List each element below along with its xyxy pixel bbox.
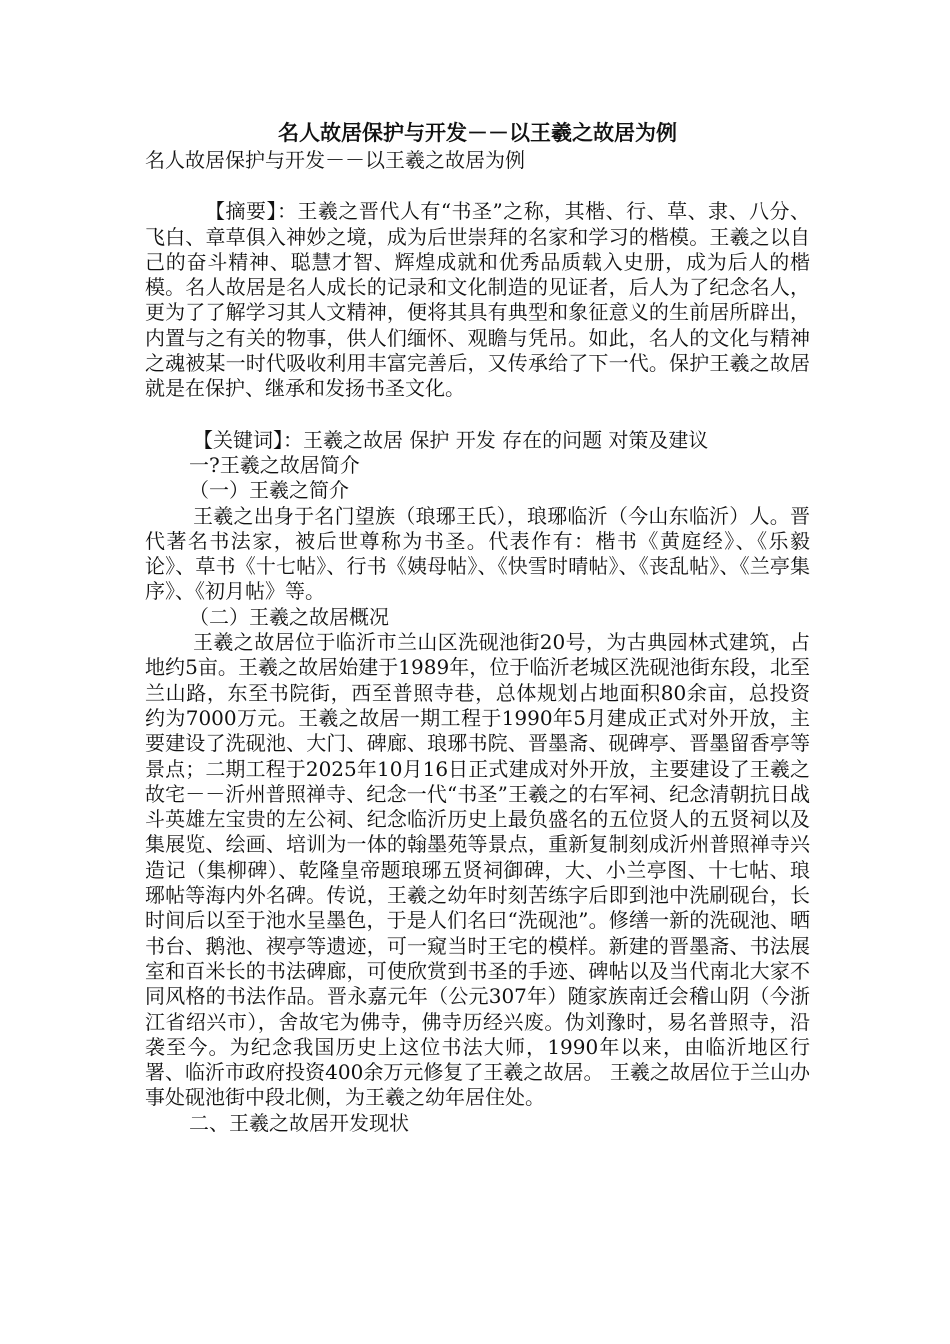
- body-paragraph-2: 王羲之故居位于临沂市兰山区洗砚池街20号，为古典园林式建筑，占地约5亩。王羲之故居始建于1989年，位于临沂老城区洗砚池街东段，北至兰山路，东至书院街，西至普照寺巷，总体规划占地面积80余亩，总投资约为7000万元。王羲之故居一期工程于1990年5月建成正式对外开放，主要建设了洗砚池、大门、碑廊、琅琊书院、晋墨斋、砚碑亭、晋墨留香亭等景点；二期工程于2025年10月16日正式建成对外开放，主要建设了王羲之故宅－－沂州普照禅寺、纪念一代“书圣”王羲之的右军祠、纪念清朝抗日战斗英雄左宝贵的左公祠、纪念临沂历史上最负盛名的五位贤人的五贤祠以及集展览、绘画、培训为一体的翰墨苑等景点，重新复制刻成沂州普照禅寺兴造记（集柳碑）、乾隆皇帝题琅琊五贤祠御碑，大、小兰亭图、十七帖、琅琊帖等海内外名碑。传说，王羲之幼年时刻苦练字后即到池中洗刷砚台，长时间后以至于池水呈墨色，于是人们名曰“洗砚池”。修缮一新的洗砚池、晒书台、鹅池、禊亭等遗迹，可一窥当时王宅的模样。新建的晋墨斋、书法展室和百米长的书法碑廊，可使欣赏到书圣的手迹、碑帖以及当代南北大家不同风格的书法作品。晋永嘉元年（公元307年）随家族南迁会稽山阴（今浙江省绍兴市），舍故宅为佛寺，佛寺历经兴废。伪刘豫时，易名普照寺，沿袭至今。为纪念我国历史上这位书法大师，1990年以来，由临沂地区行署、临沂市政府投资400余万元修复了王羲之故居。 王羲之故居位于兰山办事处砚池街中段北侧，为王羲之幼年居住处。: [145, 630, 810, 1110]
- section-heading-2: 二、王羲之故居开发现状: [189, 1110, 409, 1135]
- subsection-heading-1: （一）王羲之简介: [189, 478, 349, 503]
- body-paragraph-1: 王羲之出身于名门望族（琅琊王氏），琅琊临沂（今山东临沂）人。晋代著名书法家，被后世尊称为书圣。代表作有：楷书《黄庭经》、《乐毅论》、草书《十七帖》、行书《姨母帖》、《快雪时晴帖》、《丧乱帖》、《兰亭集序》、《初月帖》等。: [145, 503, 810, 604]
- spacer: [145, 173, 810, 199]
- keywords-paragraph: 【关键词】：王羲之故居 保护 开发 存在的问题 对策及建议: [193, 427, 709, 452]
- spacer: [145, 402, 810, 428]
- section-heading-1: 一?王羲之故居简介: [189, 452, 360, 477]
- subsection-heading-2: （二）王羲之故居概况: [189, 604, 389, 629]
- document-title: 名人故居保护与开发－－以王羲之故居为例: [278, 121, 677, 145]
- abstract-paragraph: 【摘要】：王羲之晋代人有“书圣”之称，其楷、行、草、隶、八分、飞白、章草俱入神妙之境，成为后世崇拜的名家和学习的楷模。王羲之以自己的奋斗精神、聪慧才智、辉煌成就和优秀品质载入史册，成为后人的楷模。名人故居是名人成长的记录和文化制造的见证者，后人为了纪念名人，更为了了解学习其人文精神，便将其具有典型和象征意义的生前居所辟出，内置与之有关的物事，供人们缅怀、观瞻与凭吊。如此，名人的文化与精神之魂被某一时代吸收利用丰富完善后，又传承给了下一代。保护王羲之故居就是在保护、继承和发扬书圣文化。: [145, 199, 810, 401]
- document-page: [145, 118, 810, 1136]
- document-subtitle: 名人故居保护与开发－－以王羲之故居为例: [145, 148, 525, 172]
